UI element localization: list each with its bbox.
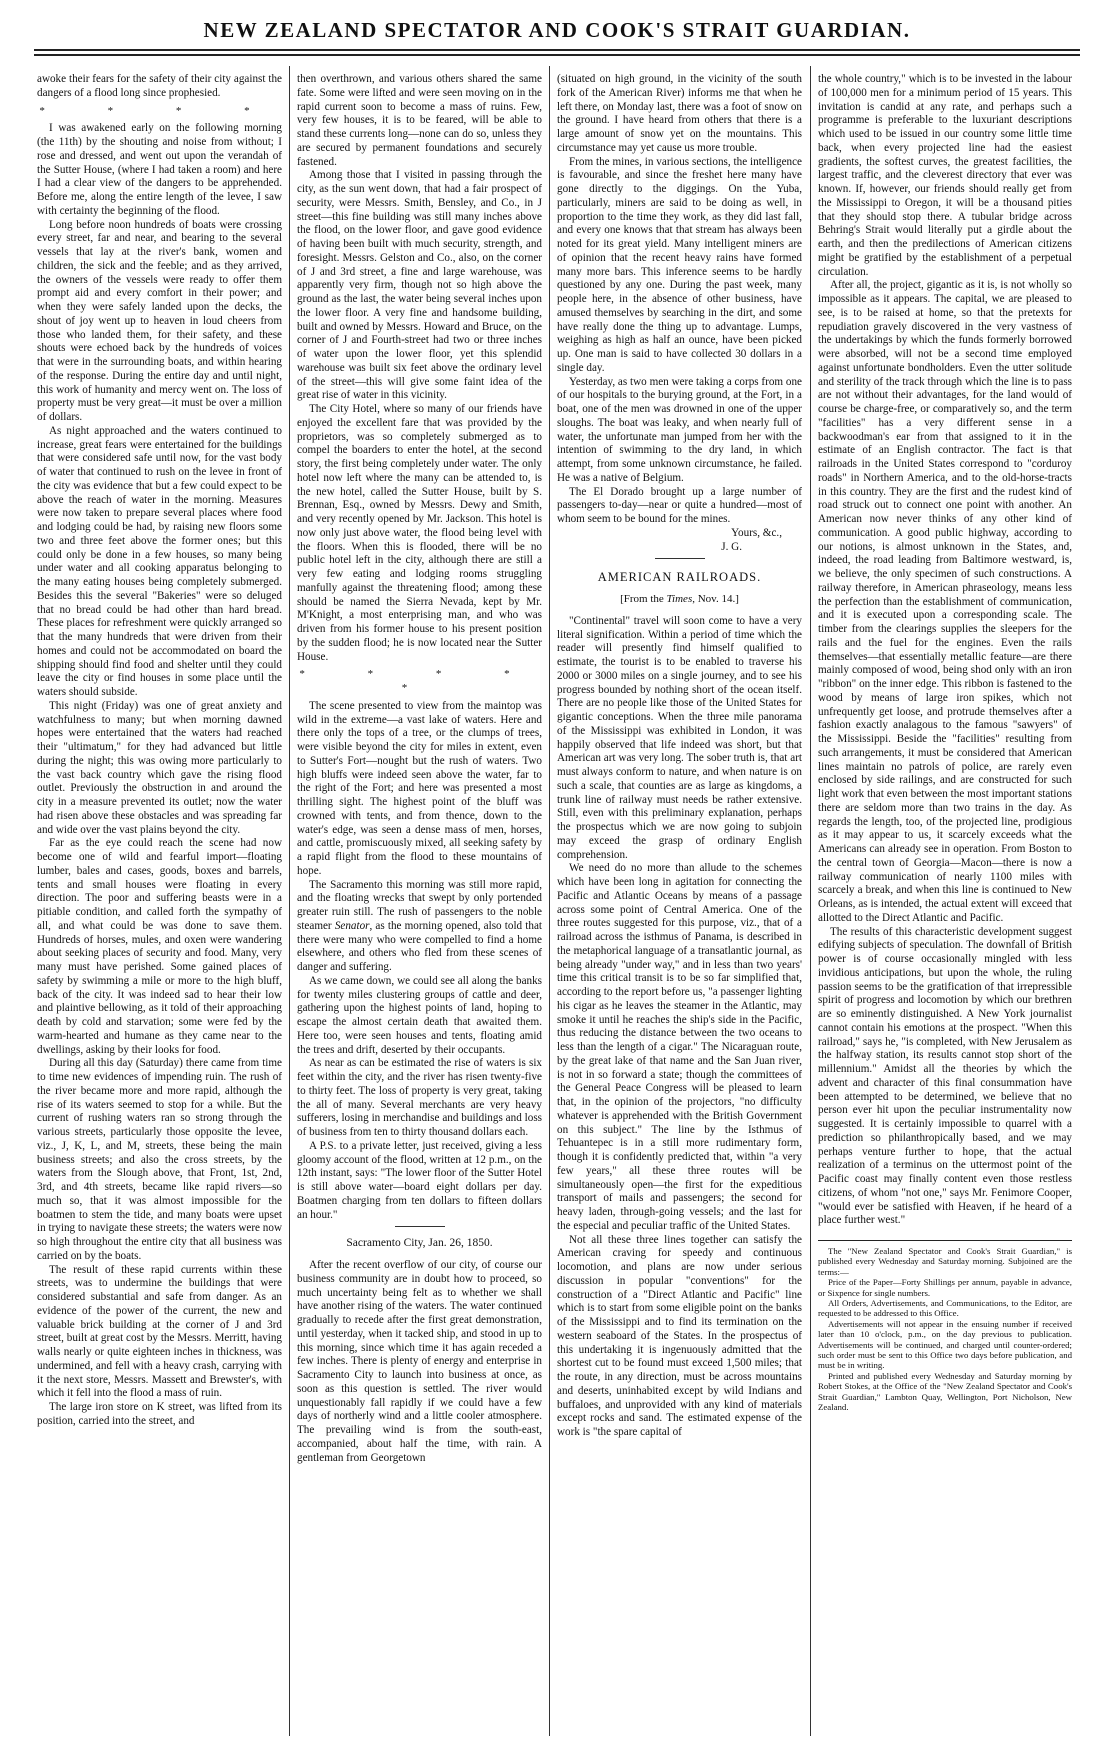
paragraph: The City Hotel, where so many of our friends have enjoyed the excellent fare that was provided by the proprietors, was so completely submerged as to compel the boarders to enter the hotel, at the second story, the first being completely under water. The only hotel now left where the many can be attended to, is the new hotel, called the Sutter House, built by S. Brennan, Esq., owned by Messrs. Dewy and Smith, and very recently opened by Mr. Jackson. This hotel is now only just above water, the flood being level with the floors. When this is flooded, there will be no public hotel left in the city, although there are still a very few eating and lodging rooms struggling manfully against the threatening flood; among these should be named the Sierra Nevada, kept by Mr. M'Knight, a most enterprising man, and who was driven from his former house to his present position by the sudden flood; he is now located near the Sutter House. (297, 403, 542, 663)
column-4 (818, 73, 1072, 1741)
dateline: Sacramento City, Jan. 26, 1850. (346, 1237, 493, 1250)
paragraph: As night approached and the waters continued to increase, great fears were entertained for the buildings that were considered safe until now, for the vast body of water that continued to rush on the levee in front of the city was evidence that but a few could expect to be above the reach of water in the morning. Measures were now taken to prepare several places where food and lodging could be had, by raising new floors some two and three feet above the former ones; but this could only be done in a few houses, so many being under water and all cooking apparatus belonging to the many eating houses being completely submerged. Besides this the several "Bakeries" were so deluged that no bread could be had other than hard bread. These places for refreshment were quickly arranged so that the many hundreds that were driven from their homes and could not be accommodated on board the shipping should find food and shelter until they could leave the city or find houses in some place until the waters should subside. (37, 424, 282, 698)
source-paper: Times (666, 593, 693, 605)
paragraph: A P.S. to a private letter, just received, giving a less gloomy account of the flood, written at 12 p.m., on the 12th instant, says: "The lower floor of the Sutter Hotel is still above water—board eight dollars per day. Boatmen charging from ten dollars to fifteen dollars an hour." (297, 1139, 542, 1221)
paragraph: Yesterday, as two men were taking a corps from one of our hospitals to the burying ground, at the Fort, in a boat, one of the men was drowned in one of the upper sloughs. The boat was leaky, and when nearly full of water, the unfortunate man jumped from her with the intention of swimming to the dry land, in which attempt, from some unknown circumstance, he failed. He was a native of Belgium. (557, 375, 802, 484)
column-3 (557, 73, 802, 1741)
section-break-stars: * * * * (39, 104, 280, 117)
paragraph: The results of this characteristic development suggest edifying subjects of speculation. The downfall of British power is of course occasionally mingled with less invidious anticipations, but upon the whole, the ruling passion seems to be the gratification of that irrepressible spirit of progress and locomotion by which our brethren are so eminently distinguished. A New York journalist cannot contain his emotions at the prospect. "When this railroad," says he, "is completed, with New Jerusalem as the halfway station, its results cannot stop short of the millennium." Amidst all the theories by which the advent and character of this final consummation have been attempted to be determined, we believe that no person ever hit upon the peculiar instrumentality now suggested. It is certainly impossible to quarrel with a prediction so philanthropically based, and we may perhaps venture further to hope, that the actual realization of a terminus on the uttermost point of the Pacific coast may finally content even those restless citizens, of whom "not one," says Mr. Fenimore Cooper, "would ever be satisfied with Heaven, if he heard of a place further west." (818, 925, 1072, 1227)
colophon-line: Printed and published every Wednesday and Saturday morning by Robert Stokes, at the Office of the "New Zealand Spectator and Cook's Strait Guardian," Lambton Quay, Wellington, Port Nicholson, New Zealand. (818, 1370, 1072, 1413)
column-1 (37, 73, 282, 1741)
colophon-line: Price of the Paper—Forty Shillings per annum, payable in advance, or Sixpence for single numbers. (818, 1277, 1072, 1298)
paragraph: The large iron store on K street, was lifted from its position, carried into the street, and (37, 1401, 282, 1427)
paragraph: I was awakened early on the following morning (the 11th) by the shouting and noise from without; I rose and dressed, and went out upon the verandah of the Sutter House, (where I had taken a room) and here I had a clear view of the dangers to be apprehended. Before me, along the entire length of the levee, I saw with certainty the beginning of the flood. (37, 122, 282, 217)
paragraph: awoke their fears for the safety of their city against the dangers of a flood long since prophesied. (37, 73, 282, 99)
paragraph: Far as the eye could reach the scene had now become one of wild and fearful import—floating lumber, bales and cases, goods, boxes and barrels, tents and small houses were floating in every direction. The poor and suffering beasts were in a pitiable condition, and called forth the sympathy of all, and what could be was done to save them. Hundreds of horses, mules, and oxen were wandering about seeking places of security and food. Many, very many must have perished. Some gained places of safety by swimming a mile or more to the high bluff, back of the city. It was indeed sad to hear their low and plaintive bellowing, as it told of their approaching death by cold and starvation; some were fed by the warm-hearted and humane as they came near to the dwellings, asking by their looks for food. (37, 837, 282, 1056)
letter-signoff: Yours, &c., (731, 526, 782, 539)
paragraph: (situated on high ground, in the vicinity of the south fork of the American River) informs me that when he left there, on Monday last, there was a foot of snow on the ground. I have heard from others that there is a large amount of snow yet on the mountains. This circumstance may yet cause us more trouble. (557, 73, 802, 154)
text-run: The Sacramento this morning was still more rapid, and the floating wrecks that swept by only portended greater ruin still. The rush of passengers to the noble steamer (297, 878, 542, 932)
masthead (0, 0, 1114, 60)
colophon (818, 1240, 1072, 1413)
column-2 (297, 73, 542, 1741)
paragraph: then overthrown, and various others shared the same fate. Some were lifted and were seen moving on in the rapid current soon to become a mass of ruins. Few, very few houses, it is to be feared, will be able to stand these currents long—none can do so, unless they are secured by permanent foundations and securely fastened. (297, 73, 542, 168)
paragraph: From the mines, in various sections, the intelligence is favourable, and since the freshet here many have gone directly to the diggings. On the Yuba, particularly, miners are said to be doing as well, in proportion to the time they work, as they did last fall, and every one knows that that stream has always been noted for its great yield. Many intelligent miners are of opinion that the recent heavy rains have formed many more bars. This inference seems to be hardly questioned by any one. During the past week, many people here, in the absence of other business, have amused themselves by searching in the dirt, and some have really done the thing up to advantage. Lumps, weighing as high as half an ounce, have been picked up. One man is said to have collected 30 dollars in a single day. (557, 155, 802, 374)
text-run: , Nov. 14.] (692, 593, 739, 605)
colophon-line: All Orders, Advertisements, and Communications, to the Editor, are requested to be addressed to this Office. (818, 1298, 1072, 1319)
article-heading: AMERICAN RAILROADS. (597, 570, 762, 585)
paragraph: Among those that I visited in passing through the city, as the sun went down, that had a fair prospect of security, were Messrs. Smith, Bensley, and Co., in J street—this fine building was still many inches above the flood, on the lower floor, and gave good evidence of having been built with much security, strength, and foresight. Messrs. Gelston and Co., also, on the corner of J and 3rd street, a fine and large warehouse, was apparently very firm, though not so high above the ground as the last, the water being several inches upon the lower floor. A very fine and handsome building, built and owned by Messrs. Howard and Bruce, on the corner of J and Fourth-street had two or three inches of water upon the lower floor, yet this splendid warehouse was built six feet above the ordinary level of the street—this will give some faint idea of the great rise of water in this vicinity. (297, 169, 542, 402)
column-divider (810, 66, 811, 1736)
paragraph: "Continental" travel will soon come to have a very literal signification. Within a period of time which the reader will presently find himself qualified to estimate, the tourist is to be enabled to traverse his 2000 or 3000 miles on a single journey, and to see his progress bounded by nothing short of the ocean itself. There are no people like those of the United States for gigantic conceptions. When the three mile panorama of the Mississippi was exhibited in London, it was happily observed that life indeed was short, but that American art was very long. The sober truth is, that art must always conform to nature, and when nature is on such a scale, that counties are as large as kingdoms, a trunk line of railway must needs be rather extensive. Still, even with this preliminary explanation, perhaps the prospectus which we are now going to subjoin may exceed the grasp of ordinary English comprehension. (557, 614, 802, 861)
paragraph: This night (Friday) was one of great anxiety and watchfulness to many; but when morning dawned hopes were entertained that the waters had reached their "ultimatum," for they had advanced but little during the night; this was owing more particularly to the vast back country which gave the rising flood outlet. Previously the obstruction in and around the city in a measure prevented its outlet; now the water had risen above these obstacles and was spreading far and wide over the vast plains beyond the city. (37, 699, 282, 836)
letter-initials: J. G. (721, 540, 742, 553)
paragraph: Not all these three lines together can satisfy the American craving for speedy and continuous locomotion, and plans are now under serious discussion in popular "conventions" for the construction of a "Direct Atlantic and Pacific" line which is to start from some eligible point on the banks of the Mississippi and to find its termination on the western seaboard of the States. In the prospectus of this undertaking it is ingenuously admitted that the shortest cut to be found must exceed 1,500 miles; that the route, in any direction, must be across mountains and deserts, uninhabited except by wild Indians and buffaloes, and unprovided with any kind of materials except rocks and sand. The estimated expense of the work is "the spare capital of (557, 1233, 802, 1438)
paragraph: We need do no more than allude to the schemes which have been long in agitation for connecting the Pacific and Atlantic Oceans by means of a passage across some point of Central America. One of the three routes suggested for this purpose, viz., that of a railroad across the isthmus of Panama, is described in the metaphorical language of a transatlantic journal, as being already "under way," and in less than two years' time this critical transit is to be so far simplified that, according to the report before us, "a passenger lighting his cigar as he leaves the steamer in the Atlantic, may smoke it until he reaches the ship's side in the Pacific, thus reducing the distance between the two oceans to less than the length of a cigar." The Nicaraguan route, by the great lake of that name and the San Juan river, is not in so forward a state; though the committees of the General Peace Congress will be pleased to learn that, in the opinion of the projectors, "no difficulty whatever is apprehended with the British Government on this subject." The line by the Isthmus of Tehuantepec is in a still more rudimentary form, though it is confidently predicted that, within "a very few years," all these three routes will be simultaneously open—the first for the expeditious transport of mails and passengers; the second for heavy laden, through-going vessels; and the last for the especial and peculiar traffic of the United States. (557, 862, 802, 1232)
section-break-stars: * * * * * (299, 668, 540, 694)
paragraph: the whole country," which is to be invested in the labour of 100,000 men for a minimum period of 15 years. This invitation is candid at any rate, and perhaps such a programme is preferable to the luxuriant descriptions which used to be issued in our country some little time back, when every projected line had the easiest gradients, the softest curves, the greatest facilities, the largest traffic, and the cleverest directory that ever was known. If, however, our friends should really get from the Mississippi to Oregon, it will be a thousand pities that they should stop there. A tubular bridge across Behring's Strait would literally put a girdle about the earth, and then the predilections of American citizens might be gratified by the establishment of a perpetual circulation. (818, 73, 1072, 278)
ship-name: Senator (334, 919, 370, 932)
colophon-line: Advertisements will not appear in the ensuing number if received later than 10 o'clock, p.m., on the day previous to publication. Advertisements will be continued, and charged until counter-ordered; such order must be sent to this Office two days before publication, and must be in writing. (818, 1318, 1072, 1371)
column-divider (289, 66, 290, 1736)
article-source (557, 593, 802, 607)
column-divider (549, 66, 550, 1736)
newspaper-title: NEW ZEALAND SPECTATOR AND COOK'S STRAIT GUARDIAN. (203, 18, 911, 42)
short-rule (655, 558, 705, 559)
text-run: [From the (620, 593, 667, 605)
paragraph: As we came down, we could see all along the banks for twenty miles clustering groups of cattle and deer, gathering upon the highest points of land, hoping to escape the almost certain death that awaited them. Here too, were seen houses and tents, floating amid the trees and drift, deserted by their occupants. (297, 974, 542, 1056)
paragraph (297, 879, 542, 975)
paragraph: During all this day (Saturday) there came from time to time new evidences of impending ruin. The rush of the river became more and more rapid, although the rise of its waters seemed to stop for a while. But the current of rushing waters ran so strong through the various streets, particularly those opposite the levee, viz., J, K, L, and M, streets, these being the main business streets; and also the cross streets, by the waters from the Slough above, that Front, 1st, 2nd, 3rd, and 4th streets, became like rapid rivers—so much so, that it was almost impossible for the boatmen to stem the tide, and many boats were upset in trying to navigate these streets; the waters were now so high throughout the entire city that all business was carried on by the boats. (37, 1057, 282, 1262)
paragraph: The scene presented to view from the maintop was wild in the extreme—a vast lake of waters. Here and there only the tops of a tree, or the clumps of trees, were visible beyond the city for miles in extent, even to Sutter's Fort—nought but the rush of waters. Two high bluffs were indeed seen above the water, far to the right of the Fort; and here was presented a most thrilling sight. The highest point of the bluff was crowned with tents, and from thence, down to the water's edge, was seen a dense mass of men, horses, and cattle, promiscuously mixed, all seeking safety by a rapid flight from the flood to these mountains of hope. (297, 699, 542, 877)
paragraph: Long before noon hundreds of boats were crossing every street, far and near, and bearing to the several vessels that lay at the river's bank, women and children, the sick and the feeble; and as they arrived, the owners of the vessels were ready to offer them prompt aid and every comfort in their power; and when they were safely landed upon the decks, the shout of joy went up to heaven in loud cheers from those who landed them, for their safety, and these shouts were echoed back by the hundreds of voices that were in the surrounding boats, and within hearing of the response. During the entire day and until night, this work of humanity and mercy went on. The loss of property must be very great—it must be over a million of dollars. (37, 218, 282, 423)
colophon-line: The "New Zealand Spectator and Cook's Strait Guardian," is published every Wednesday and Saturday morning. Subjoined are the terms:— (818, 1246, 1072, 1277)
paragraph: As near as can be estimated the rise of waters is six feet within the city, and the river has risen twenty-five to thirty feet. The loss of property is very great, taking the all of many. Several merchants are very heavy sufferers, losing in merchandise and buildings and loss of business from ten to thirty thousand dollars each. (297, 1057, 542, 1138)
paragraph: The result of these rapid currents within these streets, was to undermine the buildings that were considered substantial and safe from danger. As an evidence of the power of the current, the new and valuable brick building at the corner of J and 3rd street, built at great cost by the Messrs. Merritt, having walls nearly or quite eighteen inches in thickness, was undermined, and fell with a heavy crash, carrying with it the next store, Messrs. Massett and Brewster's, with which it fell into the flood a mass of ruin. (37, 1263, 282, 1400)
text-run: , as the morning opened, also told that there were many who were compelled to find a home elsewhere, and others who fled from these scenes of danger and suffering. (297, 919, 542, 973)
paragraph: After the recent overflow of our city, of course our business community are in doubt how to proceed, so much uncertainty being felt as to whether we shall have another rising of the waters. The water continued gradually to recede after the first great demonstration, until yesterday, when it tacked ship, and stood in up to this morning, since which time it has again receded a few inches. There is plenty of energy and enterprise in Sacramento City to launch into business at once, as soon as this question is settled. The river would unquestionably fall rapidly if we could have a few days of northerly wind and a little cooler atmosphere. The prevailing wind is from the south-east, accompanied, about half the time, with rain. A gentleman from Georgetown (297, 1259, 542, 1464)
masthead-rule-top (34, 49, 1080, 51)
masthead-rule-bottom (34, 54, 1080, 56)
paragraph: After all, the project, gigantic as it is, is not wholly so impossible as it appears. The capital, we are pleased to see, is to be raised at home, so that the pretexts for repudiation gravely discovered in the very vastness of the undertakings by which the funds formerly borrowed were absorbed, will not be a second time employed against unfortunate bondholders. Even the utter solitude and sterility of the track through which the line is to pass are not without their advantages, for the land would of course be charge-free, or comparatively so, and the term "facilities" has a very different sense in a backwoodman's ear from that assigned to it in the estimate of an English contractor. The fact is that railroads in the United States correspond to "corduroy roads" in Northern America, and to the old-horse-tracts in this country. They are the first and the rudest kind of road struck out to connect one point with another. An American now never thinks of any other kind of communication. A good public highway, according to our notions, is almost unknown in the States, and, indeed, the road leading from Baltimore westward, is, we believe, the only specimen of such constructions. A railway therefore, in American phraseology, means less the perfection than the establishment of communication, and it is executed upon a corresponding scale. The timber from the clearings supplies the sleepers for the rails and the fuel for the engines. Even the rails themselves—that essentially metallic feature—are there mainly composed of wood, being shod only with an iron "ribbon" on the inner edge. This ribbon is fastened to the wood by means of large iron spikes, which not unfrequently get loose, and protrude themselves after a fashion exactly analagous to the famous "sawyers" of the Mississippi. Beside the "facilities" resulting from such arrangements, it must be considered that American lines maintain no patrols of police, are rarely even enclosed by side railings, and are constructed for such light work that even between the most important stations there are seldom more than two trains in the day. As regards the length, too, of the projected line, prodigious as it may appear to us, it scarcely exceeds what the Americans can already see in operation. From Boston to the central town of Georgia—Macon—there is now a railway communication of nearly 1100 miles with scarcely a break, and when this line is continued to New Orleans, as is intended, the actual extent will exceed that allotted to the Direct Atlantic and Pacific. (818, 279, 1072, 924)
short-rule (395, 1226, 445, 1227)
paragraph: The El Dorado brought up a large number of passengers to-day—near or quite a hundred—most of whom seem to be bound for the mines. (557, 485, 802, 525)
